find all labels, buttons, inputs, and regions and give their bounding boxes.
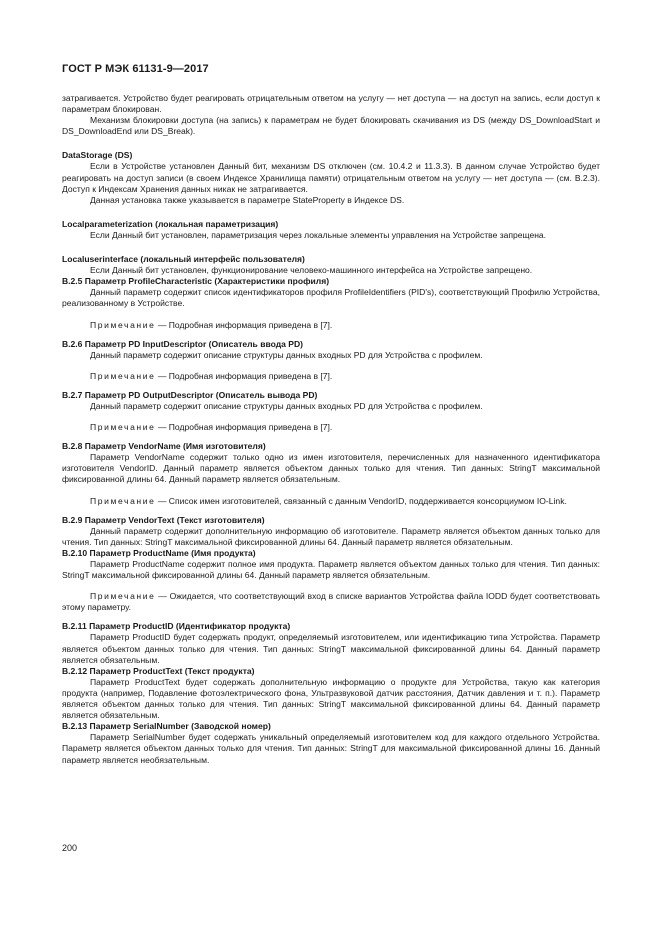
note-label: Примечание xyxy=(90,319,156,330)
paragraph: Если Данный бит установлен, функционирование человеко-машинного интерфейса на Устройстве запрещено. xyxy=(90,265,533,276)
note-text: Ожидается, что соответствующий вход в списке вариантов Устройства файла IODD будет соответствовать этому параметру. xyxy=(62,591,600,613)
note-text: Подробная информация приведена в [7]. xyxy=(168,319,333,330)
section-heading: B.2.6 Параметр PD InputDescriptor (Описатель ввода PD) xyxy=(62,338,303,349)
section-heading: B.2.12 Параметр ProductText (Текст продукта) xyxy=(62,665,255,676)
section-heading: B.2.10 Параметр ProductName (Имя продукта) xyxy=(62,547,256,558)
page-content xyxy=(62,93,600,766)
paragraph: Параметр VendorName содержит только одно из имен изготовителя, перечисленных для назначенного идентификатора изготовителя VendorID. Данный параметр является объектом данных только для чтения. Тип данных: StringT максимальной фиксированной длины 64. Данный параметр является обязательным. xyxy=(62,452,600,485)
paragraph: Данный параметр содержит описание структуры данных входных PD для Устройства с профилем. xyxy=(90,349,483,360)
paragraph: Данный параметр содержит дополнительную информацию об изготовителе. Параметр является объектом данных только для чтения. Тип данных: StringT максимальной фиксированной длины 64. Данный параметр является обязательным. xyxy=(62,525,600,547)
note-dash: — xyxy=(155,319,169,330)
paragraph: Параметр SerialNumber будет содержать уникальный определяемый изготовителем код для каждого отдельного Устройства. Параметр является объектом данных только для чтения. Тип данных: StringT для максимальной фиксированной длины 16. Данный параметр является необязательным. xyxy=(62,732,600,765)
note-dash: — xyxy=(155,591,170,602)
section-heading: B.2.5 Параметр ProfileCharacteristic (Характеристики профиля) xyxy=(62,276,330,287)
note xyxy=(62,422,600,433)
section-heading: B.2.7 Параметр PD OutputDescriptor (Описатель вывода PD) xyxy=(62,389,318,400)
section-heading: Localparameterization (локальная параметризация) xyxy=(62,218,279,229)
section-heading: Localuserinterface (локальный интерфейс пользователя) xyxy=(62,254,305,265)
note-label: Примечание xyxy=(90,370,156,381)
note-text: Подробная информация приведена в [7]. xyxy=(168,422,333,433)
paragraph: Данный параметр содержит описание структуры данных входных PD для Устройства с профилем. xyxy=(90,400,483,411)
paragraph: Механизм блокировки доступа (на запись) к параметрам не будет блокировать скачивания из DS (между DS_DownloadStart и DS_DownloadEnd или DS_Break). xyxy=(62,115,600,137)
note xyxy=(62,320,600,331)
paragraph: Если в Устройстве установлен Данный бит, механизм DS отключен (см. 10.4.2 и 11.3.3). В данном случае Устройство будет реагировать на доступ записи (в своем Индексе Хранилища памяти) отрицательным ответом на услугу — нет доступа — (см. B.2.3). Доступ к Индексам Хранения данных никак не затрагивается. xyxy=(62,161,600,194)
section-heading: B.2.13 Параметр SerialNumber (Заводской номер) xyxy=(62,721,271,732)
paragraph: Данный параметр содержит список идентификаторов профиля ProfileIdentifiers (PID's), соответствующий Профилю Устройства, реализованному в Устройстве. xyxy=(62,287,600,309)
section-heading: B.2.11 Параметр ProductID (Идентификатор продукта) xyxy=(62,621,291,632)
note-label: Примечание xyxy=(90,495,156,506)
section-heading: B.2.9 Параметр VendorText (Текст изготовителя) xyxy=(62,514,265,525)
paragraph: Параметр ProductName содержит полное имя продукта. Параметр является объектом данных только для чтения. Тип данных: StringT максимальной фиксированной длины 64. Данный параметр является обязательным. xyxy=(62,559,600,581)
paragraph: Параметр ProductText будет содержать дополнительную информацию о продукте для Устройства, такую как категория продукта (например, Подавление фотоэлектрического фона, Ультразвуковой датчик расстояния, Датчик давления и т. п.). Параметр является объектом данных только для чтения. Тип данных: StringT максимальной фиксированной длины 64. Данный параметр является обязательным. xyxy=(62,676,600,721)
paragraph: Если Данный бит установлен, параметризация через локальные элементы управления на Устройстве запрещена. xyxy=(90,229,547,240)
note xyxy=(62,591,600,613)
section-heading: DataStorage (DS) xyxy=(62,150,133,161)
page-number: 200 xyxy=(62,843,78,853)
page-header: ГОСТ Р МЭК 61131-9—2017 xyxy=(62,63,209,75)
paragraph: затрагивается. Устройство будет реагировать отрицательным ответом на услугу — нет доступа — на доступ на запись, если доступ к параметрам блокирован. xyxy=(62,93,600,115)
paragraph: Данная установка также указывается в параметре StateProperty в Индексе DS. xyxy=(90,194,405,205)
note-text: Подробная информация приведена в [7]. xyxy=(168,370,333,381)
note-text: Список имен изготовителей, связанный с данным VendorID, поддерживается консорциумом IO-Link. xyxy=(168,495,567,506)
note-label: Примечание xyxy=(90,591,156,602)
note-dash: — xyxy=(155,495,169,506)
note-dash: — xyxy=(155,370,169,381)
note xyxy=(62,371,600,382)
note xyxy=(62,496,600,507)
note-label: Примечание xyxy=(90,422,156,433)
note-dash: — xyxy=(155,422,169,433)
section-heading: B.2.8 Параметр VendorName (Имя изготовителя) xyxy=(62,441,266,452)
paragraph: Параметр ProductID будет содержать продукт, определяемый изготовителем, или идентификацию типа Устройства. Параметр является объектом данных только для чтения. Тип данных: StringT максимальной фиксированной длины 64. Данный параметр является обязательным. xyxy=(62,632,600,665)
